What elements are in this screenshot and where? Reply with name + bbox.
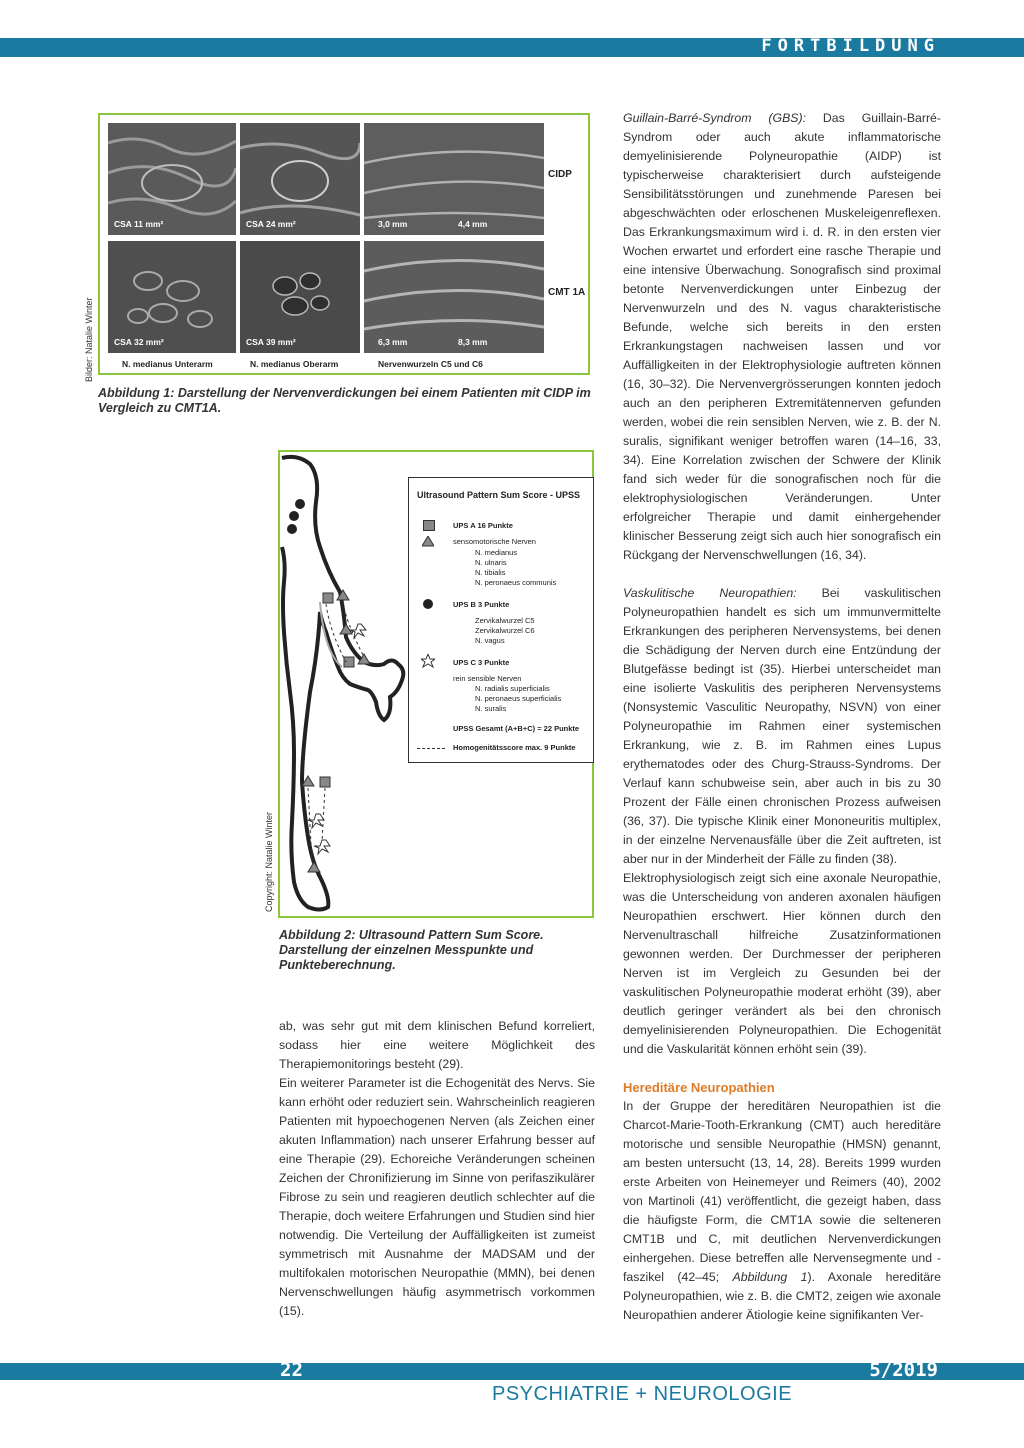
legend-item: N. radialis superficialis — [475, 684, 550, 693]
paragraph: Ein weiterer Parameter ist die Echogenität des Nervs. Sie kann erhöht oder reduziert sein. Wahrscheinlich reagieren Patienten mit hypoechogenen Nerven (als Zeichen einer akuten Inflammation) nach unserer Erfahrung besser auf eine Therapie (29). Echoreiche Veränderungen scheinen Zeichen der Chronifizierung im Sinne von perifaszikulärer Fibrose zu sein und reagieren deutlich schlechter auf die Therapie, doch weitere Erfahrungen und Studien sind hier notwendig. Die Verteilung der Auffälligkeiten ist zumeist symmetrisch mit Ausnahme der MADSAM und der multifokalen motorischen Neuropathie (MMN), bei denen Nervenschwellungen häufig asymmetrisch vorkommen (15). — [279, 1076, 595, 1318]
image-label: CSA 24 mm² — [246, 219, 296, 229]
triangle-marker — [422, 536, 434, 547]
image-label: 6,3 mm — [378, 337, 408, 347]
left-column-text — [279, 1017, 595, 1321]
square-marker — [423, 520, 435, 531]
dashed-line-marker — [417, 748, 445, 749]
column-label: N. medianus Oberarm — [250, 359, 339, 369]
legend-item: N. vagus — [475, 636, 505, 645]
image-label: CSA 32 mm² — [114, 337, 164, 347]
figure-reference: Abbildung 1 — [732, 1270, 808, 1284]
section-heading: Hereditäre Neuropathien — [623, 1080, 775, 1095]
paragraph-vask — [623, 584, 941, 869]
legend-item: N. peronaeus superficialis — [475, 694, 562, 703]
column-label: N. medianus Unterarm — [122, 359, 213, 369]
image-label: CSA 39 mm² — [246, 337, 296, 347]
figure1-credit: Bilder: Natalie Winter — [84, 297, 94, 382]
legend-total: UPSS Gesamt (A+B+C) = 22 Punkte — [453, 724, 580, 733]
row-label-cidp: CIDP — [548, 169, 572, 180]
paragraph: ab, was sehr gut mit dem klinischen Befund korreliert, sodass hier eine weitere Möglichkeit des Therapiemonitorings besteht (29). — [279, 1019, 595, 1071]
legend-item: Zervikalwurzel C5 — [475, 616, 535, 625]
journal-name: PSYCHIATRIE + NEUROLOGIE — [492, 1383, 793, 1405]
page-number: 22 — [280, 1359, 303, 1381]
paragraph-gbs — [623, 109, 941, 565]
subheading: Guillain-Barré-Syndrom (GBS): — [623, 111, 806, 125]
image-label: 4,4 mm — [458, 219, 488, 229]
subheading: Vaskulitische Neuropathien: — [623, 586, 797, 600]
figure2-caption: Abbildung 2: Ultrasound Pattern Sum Score. Darstellung der einzelnen Messpunkte und Punkteberechnung. — [279, 928, 544, 972]
legend-upss-c: UPS C 3 Punkte — [453, 658, 510, 667]
paragraph-body: In der Gruppe der hereditären Neuropathien ist die Charcot-Marie-Tooth-Erkrankung (CMT) auch hereditäre motorische und sensible Neuropathie (HMSN) genannt, am besten untersucht (13, 14, 28). Bereits 1999 wurden erste Arbeiten von Heinemeyer und Reimers (40), 2002 von Martinoli (41) veröffentlicht, die gezeigt haben, dass die häufigste Form, die CMT1A sowie die selteneren CMT1B und C, mit deutlichen Nervenverdickungen einhergehen. Diese betreffen alle Nervensegmente und -faszikel (42–45; — [623, 1099, 941, 1284]
image-label: 3,0 mm — [378, 219, 408, 229]
paragraph-hered — [623, 1097, 941, 1325]
issue-number: 5/2019 — [869, 1359, 938, 1381]
legend-upss-a: UPS A 16 Punkte — [453, 521, 513, 530]
column-label: Nervenwurzeln C5 und C6 — [378, 359, 483, 369]
legend-upss-c-sub: rein sensible Nerven — [453, 674, 522, 683]
legend-homogeneity: Homogenitätsscore max. 9 Punkte — [453, 743, 576, 752]
legend-item: Zervikalwurzel C6 — [475, 626, 535, 635]
right-column-text — [623, 109, 941, 1325]
paragraph: Elektrophysiologisch zeigt sich eine axonale Neuropathie, was die Unterscheidung von anderen axonalen häufigen Neuropathien erschwert. Hier können durch den Nervenultraschall hilfreiche Zusatzinformationen gewonnen werden. Der Durchmesser der peripheren Nerven ist im Vergleich zu Gesunden bei der vaskulitischen Polyneuropathie moderat erhöht (39), aber deutlich geringer verändert als bei den chronisch demyelinisierenden Polyneuropathien. Die Echogenität und die Vaskularität können erhöht sein (39). — [623, 871, 941, 1056]
legend-upss-a-sub: sensomotorische Nerven — [453, 537, 536, 546]
image-label: 8,3 mm — [458, 337, 488, 347]
paragraph-body: Bei vaskulitischen Polyneuropathien handelt es sich um immunvermittelte Erkrankungen des peripheren Nervensystems, bei denen die Schädigung der Nerven durch eine Entzündung der Blutgefässe bedingt ist (35). Hierbei unterscheidet man eine isolierte Vaskulitis des peripheren Nervensystems (Nonsystemic Vasculitic Neuropathy, NSVN) von einer Polyneuropathie im Rahmen einer systemischen Erkrankung, wie z. B. im Rahmen eines Lupus erythematodes oder des Churg-Strauss-Syndroms. Der Verlauf kann schubweise sein, aber auch in bis zu 30 Prozent der Fälle einen chronischen Prozess aufweisen (36, 37). Die typische Klinik einer Mononeuritis multiplex, in der einzelne Nervenausfälle über die Zeit auftreten, ist aber nur in der Minderheit der Fälle zu finden (38). — [623, 586, 942, 866]
legend-item: N. suralis — [475, 704, 507, 713]
section-label: FORTBILDUNG — [761, 36, 940, 56]
legend-title: Ultrasound Pattern Sum Score - UPSS — [417, 490, 581, 500]
circle-marker — [423, 599, 433, 609]
figure2-credit: Copyright: Natalie Winter — [264, 811, 274, 912]
legend-item: N. medianus — [475, 548, 518, 557]
paragraph-body: ). Axonale hereditäre Polyneuropathien, wie z. B. die CMT2, zeigen wie axonale Neuropathien anderer Ätiologie keine signifikanten Ver- — [623, 1270, 941, 1322]
row-label-cmt1a: CMT 1A — [548, 287, 586, 298]
figure1-frame — [98, 113, 590, 375]
upss-legend — [408, 477, 594, 763]
paragraph-body: Das Guillain-Barré-Syndrom oder auch akute inflammatorische demyelinisierende Polyneuropathie (AIDP) ist typischerweise charakterisiert durch aufsteigende Sensibilitätsstörungen und zunehmende Paresen bei abgeschwächten oder erloschenen Muskeleigenreflexen. Das Erkrankungsmaximum wird i. d. R. in den ersten vier Wochen erwartet und erfordert eine rasche Therapie und eine intensive Überwachung. Sonografisch sind proximal betonte Nervenverdickungen unter Einbezug der Nervenwurzeln und des N. vagus charakteristische Befunde, welche sich bereits in den ersten Erkrankungstagen nachweisen lassen und vor Auffälligkeiten in der Elektrophysiologie auftreten können (16, 30–32). Die Nervenvergrösserungen konnten jedoch auch an den peripheren Extremitätennerven gefunden werden, wobei die rein sensiblen Nerven, wie z. B. der N. suralis, signifikant weniger betroffen waren (14–16, 33, 34). Eine Korrelation zwischen der Schwere der Klinik fand sich weder für die sonografischen noch für die elektrophysiologischen Veränderungen. Unter erfolgreicher Therapie und damit einhergehender klinischer Besserung zeigt sich auch hier sonografisch ein Rückgang der Nervenschwellungen (16, 34). — [623, 111, 941, 562]
figure1-caption: Abbildung 1: Darstellung der Nervenverdickungen bei einem Patienten mit CIDP im Vergleich zu CMT1A. — [98, 386, 591, 415]
star-marker — [421, 654, 435, 668]
image-label: CSA 11 mm² — [114, 219, 164, 229]
legend-item: N. ulnaris — [475, 558, 507, 567]
legend-item: N. tibialis — [475, 568, 506, 577]
legend-upss-b: UPS B 3 Punkte — [453, 600, 510, 609]
legend-item: N. peronaeus communis — [475, 578, 557, 587]
